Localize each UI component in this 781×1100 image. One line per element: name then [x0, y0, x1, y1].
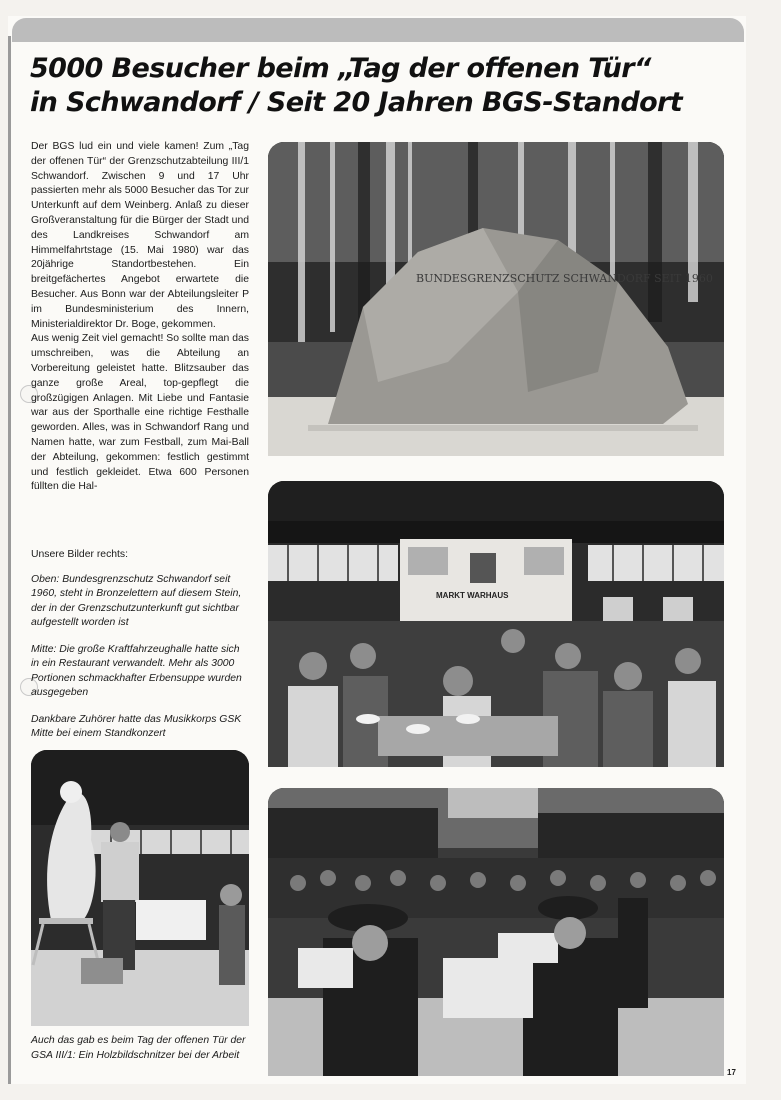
- photo-captions: [31, 548, 249, 754]
- caption-band-photo: Dankbare Zuhörer hatte das Musikkorps GSK Mitte bei einem Standkonzert: [31, 713, 242, 739]
- hall-photo-art: [268, 481, 724, 767]
- caption-middle-photo: Mitte: Die große Kraftfahrzeughalle hatte sich in ein Restaurant verwandelt. Mehr als 3000 Portionen schmackhafter Erbensuppe wurden ausgegeben: [31, 643, 242, 698]
- page-number: 17: [727, 1068, 736, 1077]
- page-edge-rule: [8, 36, 11, 1084]
- band-photo-art: [268, 788, 724, 1076]
- article-paragraph-1: Der BGS lud ein und viele kamen! Zum „Tag der offenen Tür“ der Grenzschutzabteilung III/1 Schwandorf. Zwischen 9 und 17 Uhr passierten mehr als 5000 Besucher das Tor zur Unterkunft auf dem Weinberg. Anlaß zu dieser Großveranstaltung für die Bürger der Stadt und des Landkreises Schwandorf am Himmelfahrtstage (15. Mai 1980) war das 20jährige Standortbestehen. Ein breitgefächertes Angebot erwartete die Besucher. Aus Bonn war der Abteilungsleiter P im Bundesministerium des Innern, Ministerialdirektor Dr. Boge, gekommen.: [31, 141, 249, 330]
- hall-banner-title: MARKT WARHAUS: [436, 591, 509, 600]
- article-body: [31, 140, 249, 495]
- photo-memorial-stone: [268, 142, 724, 456]
- stone-photo-art: [268, 142, 724, 456]
- article-paragraph-2: Aus wenig Zeit viel gemacht! So sollte man das umschreiben, was die Abteilung an Vorbereitung geleistet hatte. Blitzsauber das ganze große Areal, top-gepflegt die großzügigen Anlagen. Mit Liebe und Fantasie war aus der Sporthalle eine richtige Festhalle geworden. Alles, was in Schwandorf Rang und Namen hatte, war zum Festball, zum Mai-Ball der Abteilung, gekommen: festlich gestimmt und festlich gekleidet. Etwa 600 Personen füllten die Hal-: [31, 333, 249, 493]
- header-band: [12, 18, 744, 42]
- photo-wood-carver: [31, 750, 249, 1026]
- stone-inscription: BUNDESGRENZSCHUTZ SCHWANDORF SEIT 1960: [416, 272, 713, 285]
- carver-photo-art: [31, 750, 249, 1026]
- headline-line-2: in Schwandorf / Seit 20 Jahren BGS-Standort: [30, 87, 683, 118]
- photo-festival-hall: [268, 481, 724, 767]
- caption-top-photo: Oben: Bundesgrenzschutz Schwandorf seit 1960, steht in Bronzelettern auf diesem Stein, der in der Grenzschutzunterkunft gut sichtbar aufgestellt worden ist: [31, 573, 242, 628]
- captions-heading: Unsere Bilder rechts:: [31, 549, 129, 560]
- headline: [30, 52, 740, 120]
- caption-carver-photo: Auch das gab es beim Tag der offenen Tür der GSA III/1: Ein Holzbildschnitzer bei der Arbeit: [31, 1035, 246, 1061]
- headline-line-1: 5000 Besucher beim „Tag der offenen Tür“: [30, 53, 651, 84]
- photo-band-concert: [268, 788, 724, 1076]
